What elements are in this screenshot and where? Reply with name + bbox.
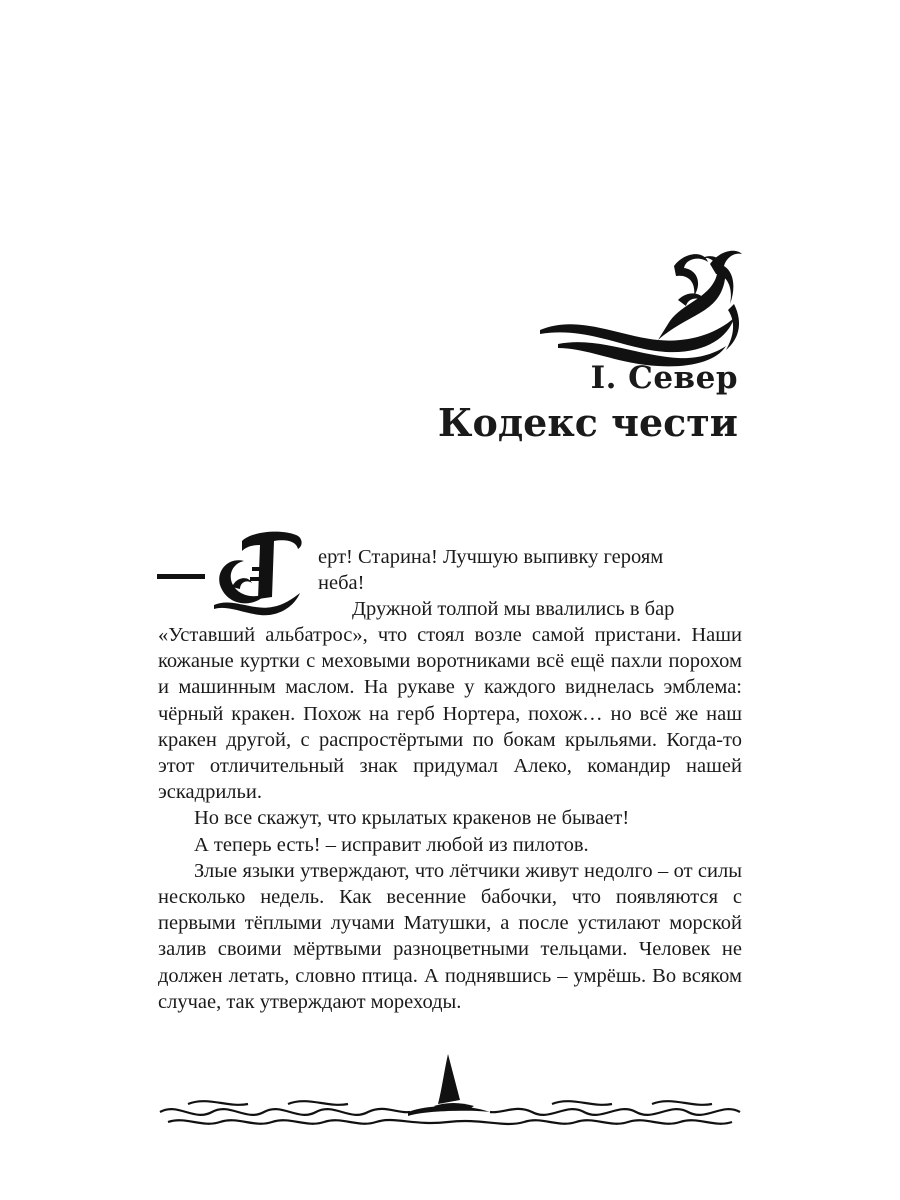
- paragraph-2: Но все скажут, что крылатых кракенов не бывает!: [194, 807, 630, 830]
- ship-waves-ornament-icon: [158, 1052, 742, 1132]
- opening-line-2: неба!: [318, 572, 365, 595]
- paragraph-3: А теперь есть! – исправит любой из пилотов.: [194, 833, 589, 856]
- paragraph-1: «Уставший альбатрос», что стоял возле самой пристани. Наши кожаные куртки с меховыми воротниками всё ещё пахли порохом и машинным маслом. На рукаве у каждого виднелась эмблема: чёрный кракен. Похож на герб Нортера, похож… но всё же наш кракен другой, с распростёртыми по бокам крыльями. Когда-то этот отличительный знак придумал Алеко, командир нашей эскадрильи.: [158, 624, 742, 804]
- chapter-title: Кодекс чести: [437, 400, 738, 445]
- opening-lines: [158, 544, 742, 623]
- chapter-body: [158, 622, 742, 1015]
- paragraph-4: Злые языки утверждают, что лётчики живут недолго – от силы несколько недель. Как весенние бабочки, что появляются с первыми тёплыми лучами Матушки, а после устилают морской залив своими мёртвыми разноцветными тельцами. Человек не должен летать, словно птица. А поднявшись – умрёшь. Во всяком случае, так утверждают мореходы.: [158, 859, 742, 1013]
- opening-line-3: Дружной толпой мы ввалились в бар: [352, 598, 675, 621]
- opening-line-1: ерт! Старина! Лучшую выпивку героям: [318, 546, 664, 568]
- chapter-number: I. Север: [590, 360, 738, 396]
